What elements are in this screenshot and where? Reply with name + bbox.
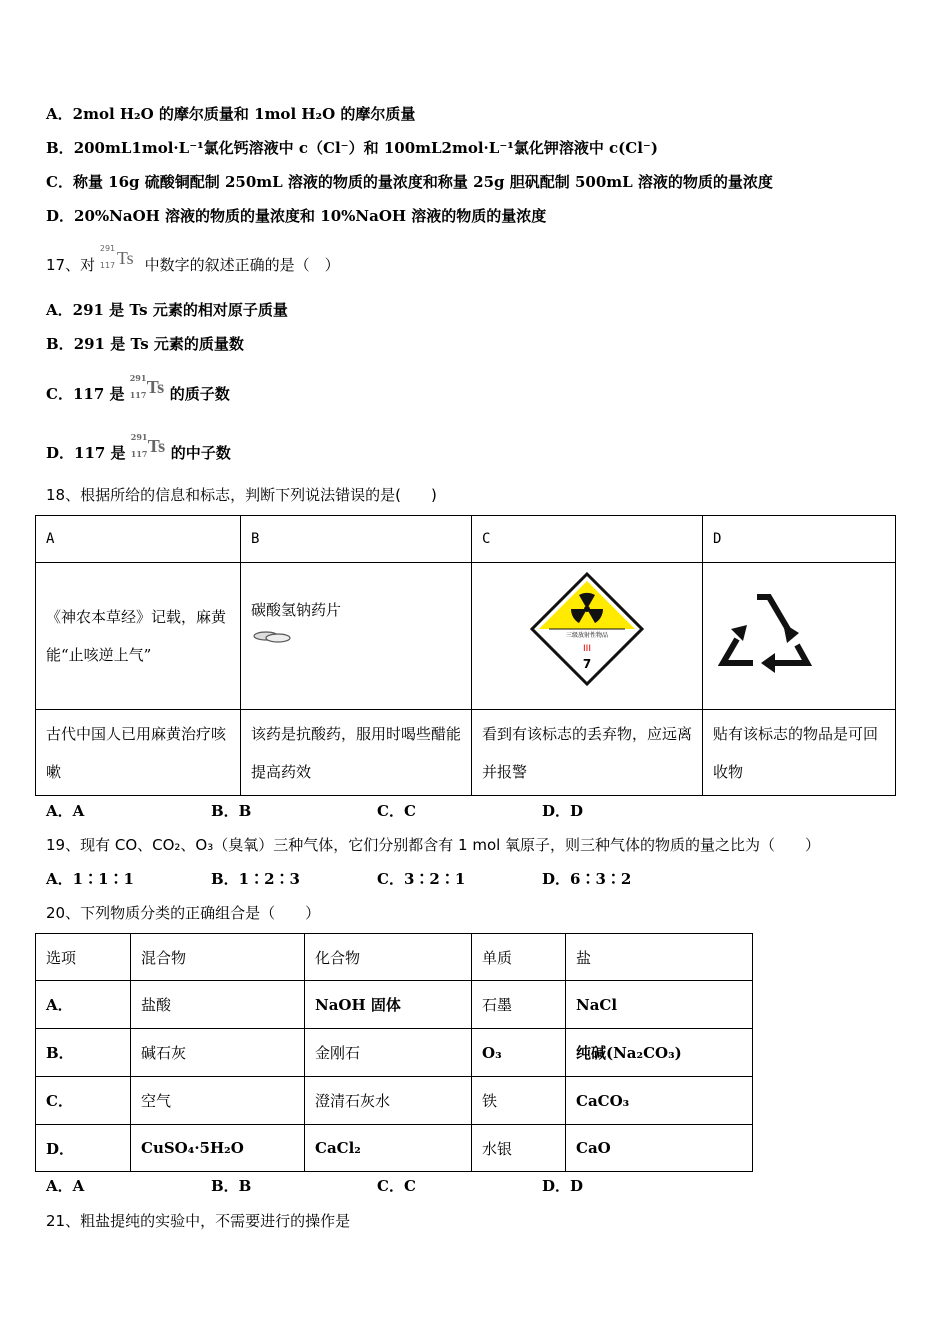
q19-answer-a: A．1∶1∶1 bbox=[46, 870, 134, 888]
q17-option-b: B．291 是 Ts 元素的质量数 bbox=[46, 335, 244, 353]
sign-text: 三级放射性物品 bbox=[565, 632, 609, 639]
cell: NaCl bbox=[566, 981, 753, 1029]
q21-stem: 21、粗盐提纯的实验中，不需要进行的操作是 bbox=[46, 1212, 351, 1230]
cell: 盐酸 bbox=[131, 981, 305, 1029]
table-row bbox=[36, 934, 753, 981]
header-b: B bbox=[241, 516, 472, 563]
recycle-icon bbox=[717, 585, 813, 673]
q17-option-d: D．117 是 291 117 Ts 的中子数 bbox=[46, 432, 231, 462]
table-row bbox=[36, 1029, 753, 1077]
isotope-symbol: 291 117 Ts bbox=[99, 244, 134, 270]
header-a: A bbox=[36, 516, 241, 563]
cell: 金刚石 bbox=[305, 1029, 472, 1077]
header-salt: 盐 bbox=[566, 934, 753, 981]
table-row bbox=[36, 710, 896, 796]
header-option: 选项 bbox=[36, 934, 131, 981]
table-row bbox=[36, 563, 896, 710]
sign-class: 7 bbox=[582, 657, 592, 671]
isotope-symbol: 291 117 Ts bbox=[129, 373, 165, 400]
info-a: 《神农本草经》记载，麻黄能“止咳逆上气” bbox=[36, 563, 241, 710]
info-c bbox=[472, 563, 703, 710]
q19-answer-b: B．1∶2∶3 bbox=[211, 870, 300, 888]
statement-d: 贴有该标志的物品是可回收物 bbox=[703, 710, 896, 796]
q19-answer-d: D．6∶3∶2 bbox=[542, 870, 632, 888]
cell: CaCl₂ bbox=[305, 1125, 472, 1172]
q20-stem: 20、下列物质分类的正确组合是（ ） bbox=[46, 904, 321, 922]
cell: NaOH 固体 bbox=[305, 981, 472, 1029]
cell: C． bbox=[36, 1077, 131, 1125]
header-element: 单质 bbox=[472, 934, 566, 981]
q18-table bbox=[35, 515, 896, 796]
cell: CaO bbox=[566, 1125, 753, 1172]
header-d: D bbox=[703, 516, 896, 563]
cell: 空气 bbox=[131, 1077, 305, 1125]
table-row bbox=[36, 516, 896, 563]
q16-option-b: B．200mL1mol·L⁻¹氯化钙溶液中 c（Cl⁻）和 100mL2mol·L⁻¹氯化钾溶液中 c(Cl⁻) bbox=[46, 139, 658, 157]
cell: B． bbox=[36, 1029, 131, 1077]
q18-answer-d: D．D bbox=[542, 802, 584, 820]
cell: A． bbox=[36, 981, 131, 1029]
statement-c: 看到有该标志的丢弃物，应远离并报警 bbox=[472, 710, 703, 796]
q17-option-a: A．291 是 Ts 元素的相对原子质量 bbox=[46, 301, 288, 319]
table-row bbox=[36, 1125, 753, 1172]
q20-answer-c: C．C bbox=[377, 1177, 416, 1195]
q20-table bbox=[35, 933, 753, 1172]
q16-option-c: C．称量 16g 硫酸铜配制 250mL 溶液的物质的量浓度和称量 25g 胆矾配制 500mL 溶液的物质的量浓度 bbox=[46, 173, 773, 191]
q18-answer-a: A．A bbox=[46, 802, 85, 820]
q20-answer-b: B．B bbox=[211, 1177, 252, 1195]
cell: 澄清石灰水 bbox=[305, 1077, 472, 1125]
table-row bbox=[36, 981, 753, 1029]
q16-option-d: D．20%NaOH 溶液的物质的量浓度和 10%NaOH 溶液的物质的量浓度 bbox=[46, 207, 547, 225]
q19-stem: 19、现有 CO、CO₂、O₃（臭氧）三种气体，它们分别都含有 1 mol 氧原子，则三种气体的物质的量之比为（ ） bbox=[46, 836, 821, 854]
q17-option-c: C．117 是 291 117 Ts 的质子数 bbox=[46, 373, 230, 403]
tablet-icon bbox=[251, 627, 295, 645]
cell: 纯碱(Na₂CO₃) bbox=[566, 1029, 753, 1077]
q20-answer-d: D．D bbox=[542, 1177, 584, 1195]
q18-answer-c: C．C bbox=[377, 802, 416, 820]
statement-a: 古代中国人已用麻黄治疗咳嗽 bbox=[36, 710, 241, 796]
cell: 石墨 bbox=[472, 981, 566, 1029]
statement-b: 该药是抗酸药，服用时喝些醋能提高药效 bbox=[241, 710, 472, 796]
q20-answer-a: A．A bbox=[46, 1177, 85, 1195]
cell: D． bbox=[36, 1125, 131, 1172]
cell: 铁 bbox=[472, 1077, 566, 1125]
info-d bbox=[703, 563, 896, 710]
q18-stem: 18、根据所给的信息和标志，判断下列说法错误的是( ) bbox=[46, 486, 437, 504]
radioactive-sign-icon bbox=[529, 571, 645, 687]
cell: CaCO₃ bbox=[566, 1077, 753, 1125]
table-row bbox=[36, 1077, 753, 1125]
q17-stem: 17、对 291 117 Ts 中数字的叙述正确的是（ ） bbox=[46, 244, 340, 274]
header-compound: 化合物 bbox=[305, 934, 472, 981]
q18-answer-b: B．B bbox=[211, 802, 252, 820]
isotope-symbol: 291 117 Ts bbox=[130, 432, 166, 459]
cell: 碱石灰 bbox=[131, 1029, 305, 1077]
header-c: C bbox=[472, 516, 703, 563]
cell: O₃ bbox=[472, 1029, 566, 1077]
q16-option-a: A．2mol H₂O 的摩尔质量和 1mol H₂O 的摩尔质量 bbox=[46, 105, 416, 123]
header-mixture: 混合物 bbox=[131, 934, 305, 981]
info-b-text: 碳酸氢钠药片 bbox=[251, 601, 342, 619]
cell: CuSO₄·5H₂O bbox=[131, 1125, 305, 1172]
cell: 水银 bbox=[472, 1125, 566, 1172]
sign-mark: III bbox=[583, 644, 591, 654]
info-b bbox=[241, 563, 472, 710]
q19-answer-c: C．3∶2∶1 bbox=[377, 870, 466, 888]
